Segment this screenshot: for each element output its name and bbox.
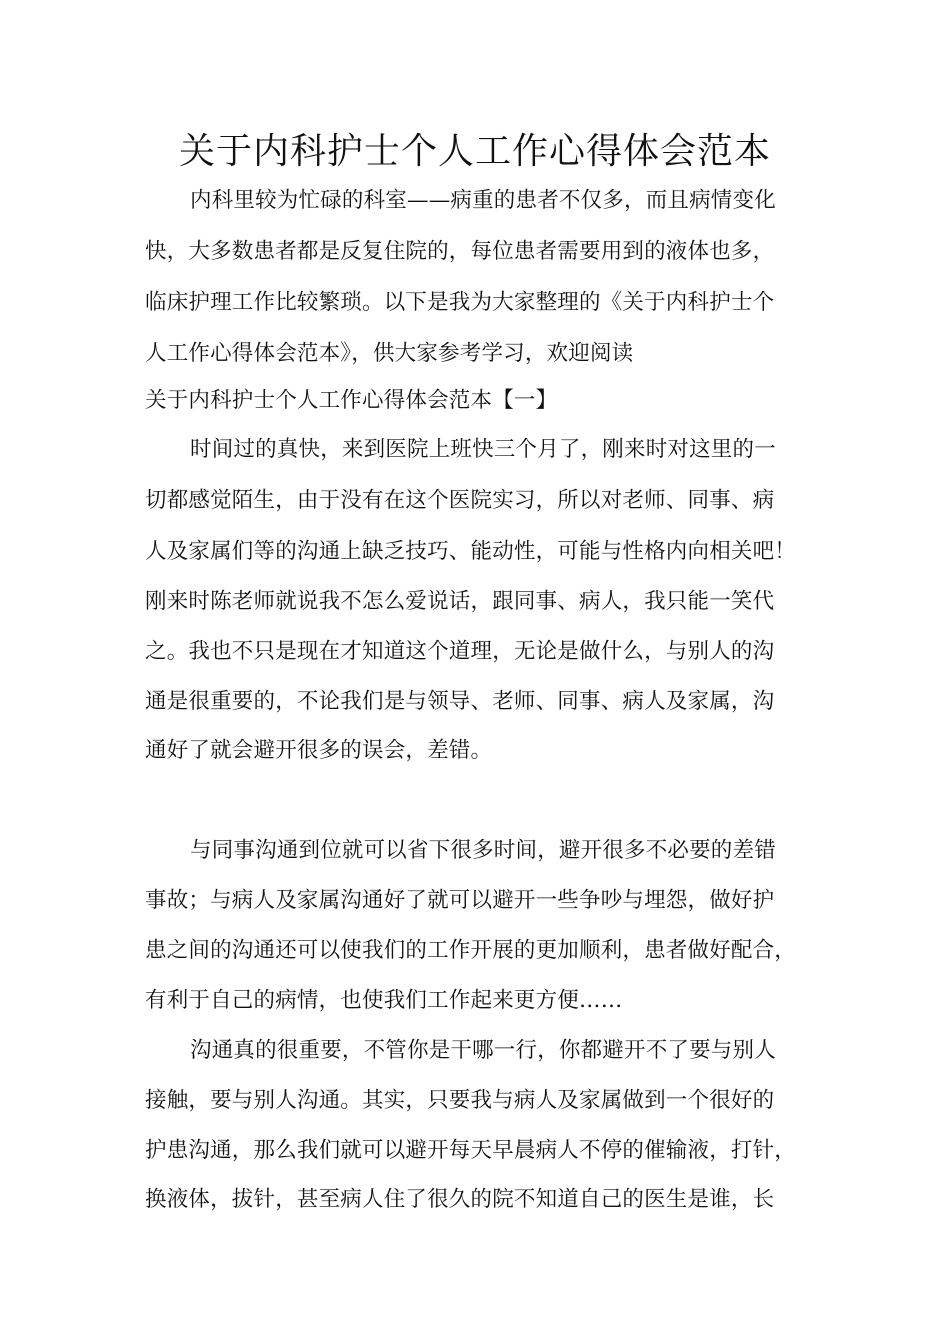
paragraph-line: 切都感觉陌生，由于没有在这个医院实习，所以对老师、同事、病 — [145, 488, 775, 513]
paragraph-line: 内科里较为忙碌的科室——病重的患者不仅多，而且病情变化 — [190, 188, 776, 213]
paragraph-line: 换液体，拔针，甚至病人住了很久的院不知道自己的医生是谁，长 — [145, 1187, 775, 1212]
document-title: 关于内科护士个人工作心得体会范本 — [178, 131, 771, 172]
paragraph-line: 沟通真的很重要，不管你是干哪一行，你都避开不了要与别人 — [190, 1038, 776, 1063]
paragraph-line: 临床护理工作比较繁琐。以下是我为大家整理的《关于内科护士个 — [145, 290, 775, 315]
paragraph-line: 事故；与病人及家属沟通好了就可以避开一些争吵与埋怨，做好护 — [145, 888, 775, 913]
paragraph-line: 人及家属们等的沟通上缺乏技巧、能动性，可能与性格内向相关吧！ — [145, 539, 797, 564]
paragraph-line: 时间过的真快，来到医院上班快三个月了，刚来时对这里的一 — [190, 437, 776, 462]
paragraph-line: 人工作心得体会范本》，供大家参考学习，欢迎阅读 — [145, 341, 634, 366]
paragraph-line: 与同事沟通到位就可以省下很多时间，避开很多不必要的差错 — [190, 838, 776, 863]
paragraph-line: 患之间的沟通还可以使我们的工作开展的更加顺利，患者做好配合， — [145, 938, 797, 963]
paragraph-line: 快，大多数患者都是反复住院的，每位患者需要用到的液体也多， — [145, 239, 775, 264]
paragraph-line: 有利于自己的病情，也使我们工作起来更方便…… — [145, 988, 623, 1013]
paragraph-line: 之。我也不只是现在才知道这个道理，无论是做什么，与别人的沟 — [145, 639, 775, 664]
paragraph-line: 通是很重要的，不论我们是与领导、老师、同事、病人及家属，沟 — [145, 689, 775, 714]
paragraph-line: 通好了就会避开很多的误会，差错。 — [145, 738, 493, 763]
paragraph-line: 接触，要与别人沟通。其实，只要我与病人及家属做到一个很好的 — [145, 1088, 775, 1113]
paragraph-line: 刚来时陈老师就说我不怎么爱说话，跟同事、病人，我只能一笑代 — [145, 589, 775, 614]
paragraph-line: 护患沟通，那么我们就可以避开每天早晨病人不停的催输液，打针， — [145, 1138, 797, 1163]
section-heading: 关于内科护士个人工作心得体会范本【一】 — [145, 388, 558, 413]
